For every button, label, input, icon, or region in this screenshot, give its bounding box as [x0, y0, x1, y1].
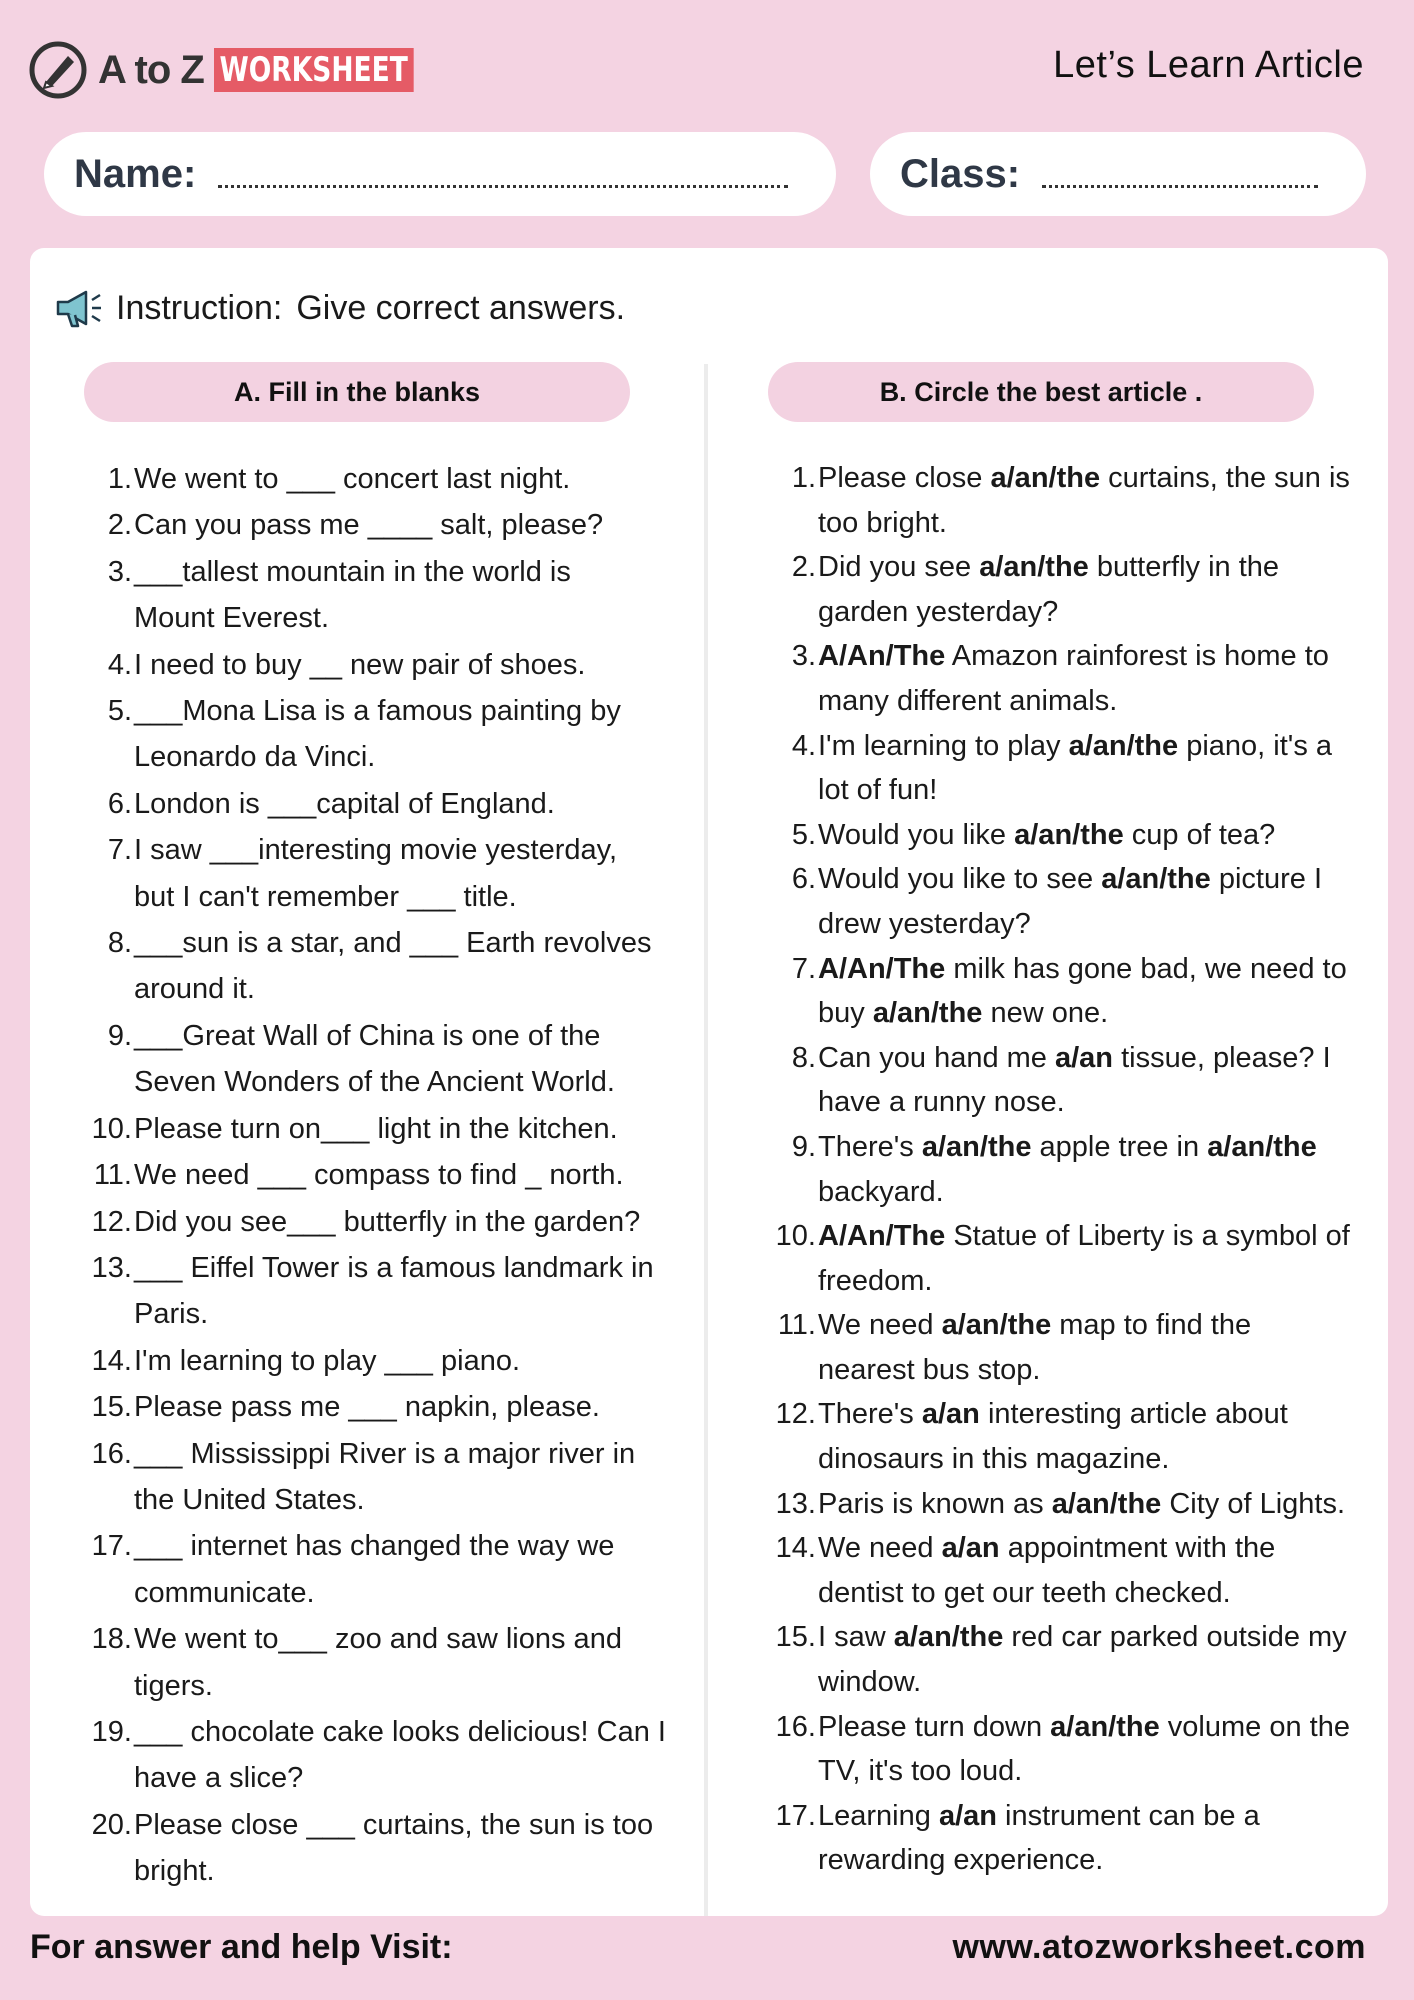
question-number: [56, 1570, 134, 1616]
question-text: ___ internet has changed the way we: [134, 1530, 615, 1563]
article-options[interactable]: a/an/the: [1014, 818, 1124, 851]
question-text: [818, 1526, 1380, 1571]
question-text-part: freedom.: [818, 1264, 933, 1297]
question-number: [740, 1749, 818, 1794]
question-text: We went to___ zoo and saw lions and: [134, 1623, 622, 1656]
question-text-part: dentist to get our teeth checked.: [818, 1576, 1231, 1609]
fill-blanks-list: [56, 456, 686, 1895]
question-line: [56, 1709, 686, 1755]
question-line: [56, 920, 686, 966]
question-text-part: curtains, the sun is: [1100, 462, 1350, 494]
question-number: [56, 1755, 134, 1801]
question-line: [56, 1570, 686, 1616]
question-line: [56, 595, 686, 641]
question-number: [740, 501, 818, 546]
article-options[interactable]: a/an/the: [1051, 1487, 1162, 1520]
question-text-part: There's: [818, 1398, 922, 1431]
section-a-heading: A. Fill in the blanks: [84, 362, 630, 422]
article-options[interactable]: a/an/the: [1068, 729, 1179, 762]
question-text: Mount Everest.: [134, 602, 330, 635]
question-text: I'm learning to play ___ piano.: [134, 1344, 521, 1377]
question-line: [56, 1106, 686, 1152]
question-line: [56, 1199, 686, 1245]
question-text-part: Learning: [818, 1799, 939, 1832]
question-line: [740, 813, 1380, 858]
question-number: [740, 1348, 818, 1393]
question-line: [740, 1526, 1380, 1571]
question-text: [818, 947, 1380, 992]
question-text: [818, 1437, 1380, 1482]
question-number: 18.: [91, 1623, 132, 1656]
question-line: [740, 456, 1380, 501]
question-text: [818, 724, 1380, 769]
question-number: 7.: [107, 834, 132, 867]
question-text: [818, 857, 1380, 902]
question-line: [56, 1523, 686, 1569]
question-text: ___Mona Lisa is a famous painting by: [134, 695, 621, 728]
question-number: [56, 1663, 134, 1709]
question-text: [818, 1705, 1380, 1750]
question-text: [818, 545, 1380, 590]
logo-text: A to Z: [98, 47, 204, 92]
question-text: ___ Eiffel Tower is a famous landmark in: [134, 1251, 654, 1284]
question-text: ___tallest mountain in the world is: [134, 555, 571, 588]
question-number: [740, 1170, 818, 1215]
question-text: Can you pass me ____ salt, please?: [134, 509, 604, 542]
question-number: [740, 991, 818, 1036]
question-text: [818, 902, 1380, 947]
question-line: [56, 1384, 686, 1430]
footer-website-link[interactable]: www.atozworksheet.com: [952, 1928, 1366, 1966]
class-dotted-line[interactable]: [1042, 161, 1318, 188]
question-text-part: new one.: [982, 997, 1109, 1030]
question-line: [740, 724, 1380, 769]
question-text-part: lot of fun!: [818, 774, 938, 807]
question-text: Please pass me ___ napkin, please.: [134, 1391, 600, 1424]
question-text-part: City of Lights.: [1161, 1487, 1346, 1520]
question-line: [740, 1749, 1380, 1794]
question-number: [740, 590, 818, 635]
name-field[interactable]: [44, 132, 836, 216]
article-options[interactable]: a/an/the: [1050, 1710, 1160, 1743]
question-number: 7.: [791, 952, 816, 985]
question-line: [56, 502, 686, 548]
question-line: [56, 1755, 686, 1801]
question-line: [740, 1170, 1380, 1215]
instruction-label: Instruction:: [116, 288, 283, 327]
question-number: [56, 874, 134, 920]
question-line: [740, 991, 1380, 1036]
question-line: [56, 456, 686, 502]
question-number: 15.: [775, 1621, 816, 1654]
question-line: [56, 688, 686, 734]
question-number: 3.: [791, 640, 816, 673]
question-text: I saw ___interesting movie yesterday,: [134, 834, 618, 867]
article-options[interactable]: a/an/the: [1101, 863, 1211, 896]
megaphone-icon: [54, 286, 104, 330]
question-text: London is ___capital of England.: [134, 787, 555, 820]
question-text-part: instrument can be a: [996, 1799, 1260, 1832]
question-text-part: We need: [818, 1532, 942, 1565]
question-line: [56, 1291, 686, 1337]
question-text-part: backyard.: [818, 1175, 944, 1208]
question-line: [740, 1125, 1380, 1170]
question-text-part: drew yesterday?: [818, 907, 1031, 940]
question-text-part: milk has gone bad, we need to: [945, 952, 1347, 985]
question-number: [740, 768, 818, 813]
question-text: ___Great Wall of China is one of the: [134, 1019, 601, 1052]
question-number: [56, 1848, 134, 1894]
article-options[interactable]: A/An/The: [818, 952, 946, 985]
column-divider: [704, 364, 708, 1916]
question-number: 5.: [791, 818, 816, 851]
question-text: I need to buy __ new pair of shoes.: [134, 648, 586, 681]
question-text: [818, 1125, 1380, 1170]
article-options[interactable]: a/an/the: [990, 462, 1101, 494]
question-text-part: nearest bus stop.: [818, 1353, 1041, 1386]
question-text: [818, 1615, 1380, 1660]
article-options[interactable]: A/An/The: [818, 1220, 946, 1253]
page-title: Let’s Learn Article: [1053, 44, 1364, 86]
question-text-part: Would you like to see: [818, 863, 1102, 896]
question-number: [740, 1571, 818, 1616]
question-text-part: Paris is known as: [818, 1487, 1052, 1520]
article-options[interactable]: a/an: [921, 1398, 980, 1431]
question-number: [740, 1080, 818, 1125]
question-text: [818, 1080, 1380, 1125]
question-text: have a slice?: [134, 1762, 304, 1795]
question-text: [818, 590, 1380, 635]
question-number: [56, 1059, 134, 1105]
question-line: [740, 1615, 1380, 1660]
question-text: We need ___ compass to find _ north.: [134, 1159, 624, 1192]
question-text: ___ chocolate cake looks delicious! Can I: [134, 1715, 666, 1748]
question-text-part: have a runny nose.: [818, 1086, 1065, 1119]
question-text: [818, 679, 1380, 724]
footer-help-text: For answer and help Visit:: [30, 1928, 453, 1966]
question-line: [740, 1571, 1380, 1616]
question-text: [818, 1660, 1380, 1705]
question-line: [740, 1437, 1380, 1482]
question-number: 2.: [791, 551, 816, 584]
question-line: [56, 549, 686, 595]
question-text: ___ Mississippi River is a major river in: [134, 1437, 636, 1470]
question-line: [740, 590, 1380, 635]
question-text: [818, 991, 1380, 1036]
question-text-part: We need: [818, 1309, 942, 1342]
circle-article-list: [740, 456, 1380, 1883]
question-number: 8.: [791, 1041, 816, 1074]
question-number: 12.: [91, 1205, 132, 1238]
instruction: [54, 286, 625, 330]
question-line: [740, 1838, 1380, 1883]
question-number: 17.: [775, 1799, 816, 1832]
question-number: 6.: [791, 863, 816, 896]
question-text: ___sun is a star, and ___ Earth revolves: [134, 927, 652, 960]
question-line: [56, 874, 686, 920]
question-number: 5.: [107, 695, 132, 728]
question-text: [818, 1392, 1380, 1437]
question-line: [56, 966, 686, 1012]
article-options[interactable]: a/an/the: [921, 1130, 1032, 1163]
question-text-part: window.: [818, 1666, 922, 1699]
question-text: [818, 1036, 1380, 1081]
worksheet-card: [30, 248, 1388, 1916]
question-text-part: Please turn down: [818, 1710, 1051, 1743]
question-line: [56, 1477, 686, 1523]
question-text: Paris.: [134, 1298, 209, 1331]
question-text-part: picture I: [1210, 863, 1322, 896]
question-number: 13.: [91, 1251, 132, 1284]
question-text-part: I'm learning to play: [818, 729, 1069, 762]
question-number: 2.: [107, 509, 132, 542]
question-line: [740, 1348, 1380, 1393]
question-text-part: piano, it's a: [1178, 729, 1333, 762]
article-options[interactable]: a/an: [1054, 1041, 1114, 1074]
question-line: [56, 1059, 686, 1105]
question-line: [740, 1036, 1380, 1081]
question-text: [818, 1571, 1380, 1616]
question-number: [740, 679, 818, 724]
question-text: the United States.: [134, 1483, 365, 1516]
question-text: around it.: [134, 973, 255, 1006]
question-number: [740, 1660, 818, 1705]
name-label: Name:: [74, 151, 197, 196]
question-text-part: garden yesterday?: [818, 595, 1059, 628]
question-number: 9.: [107, 1019, 132, 1052]
question-number: 4.: [791, 729, 816, 762]
question-number: [56, 966, 134, 1012]
article-options[interactable]: a/an/the: [1207, 1130, 1317, 1163]
question-number: 9.: [791, 1130, 816, 1163]
question-text-part: Can you hand me: [818, 1041, 1055, 1074]
question-text: [818, 1838, 1380, 1883]
question-number: [56, 1477, 134, 1523]
class-label: Class:: [900, 151, 1021, 196]
question-text-part: Did you see: [818, 551, 980, 584]
question-text: Please turn on___ light in the kitchen.: [134, 1112, 618, 1145]
question-number: [740, 1838, 818, 1883]
question-line: [740, 1794, 1380, 1839]
question-text: but I can't remember ___ title.: [134, 880, 517, 913]
question-text: communicate.: [134, 1576, 315, 1609]
question-text-part: Please close: [818, 462, 991, 494]
question-line: [740, 947, 1380, 992]
question-number: 14.: [775, 1532, 816, 1565]
article-options[interactable]: a/an: [938, 1799, 997, 1832]
question-line: [740, 545, 1380, 590]
question-line: [56, 1245, 686, 1291]
question-text: bright.: [134, 1855, 215, 1888]
question-text-part: There's: [818, 1130, 922, 1163]
question-text-part: cup of tea?: [1123, 818, 1276, 851]
question-number: 15.: [91, 1391, 132, 1424]
question-text: [818, 1482, 1380, 1527]
question-text-part: TV, it's too loud.: [818, 1755, 1023, 1788]
question-text: [818, 1794, 1380, 1839]
article-options[interactable]: a/an/the: [979, 551, 1089, 584]
question-line: [740, 902, 1380, 947]
question-line: [56, 734, 686, 780]
question-number: 11.: [93, 1159, 132, 1192]
question-text-part: Statue of Liberty is a symbol of: [945, 1220, 1350, 1253]
question-number: [56, 595, 134, 641]
question-text: [818, 634, 1380, 679]
question-text: [818, 1749, 1380, 1794]
question-text-part: rewarding experience.: [818, 1844, 1104, 1877]
question-text-part: Would you like: [818, 818, 1015, 851]
question-line: [740, 1080, 1380, 1125]
question-line: [740, 1660, 1380, 1705]
question-line: [740, 768, 1380, 813]
question-number: [56, 1291, 134, 1337]
question-text-part: butterfly in the: [1088, 551, 1280, 584]
article-options[interactable]: a/an/the: [941, 1309, 1052, 1342]
question-number: 16.: [91, 1437, 132, 1470]
question-line: [56, 1848, 686, 1894]
question-text: [818, 1348, 1380, 1393]
question-line: [740, 679, 1380, 724]
question-line: [56, 781, 686, 827]
question-number: 19.: [91, 1715, 132, 1748]
question-number: 10.: [775, 1220, 816, 1253]
question-number: 17.: [91, 1530, 132, 1563]
question-text: [818, 1303, 1380, 1348]
question-line: [740, 1705, 1380, 1750]
question-text: Leonardo da Vinci.: [134, 741, 376, 774]
question-number: 20.: [91, 1808, 132, 1841]
logo[interactable]: [28, 38, 469, 102]
question-number: [56, 734, 134, 780]
question-number: [740, 1437, 818, 1482]
section-b-heading: B. Circle the best article .: [768, 362, 1314, 422]
instruction-text: Give correct answers.: [296, 288, 626, 327]
question-line: [740, 857, 1380, 902]
question-line: [56, 1152, 686, 1198]
article-options[interactable]: A/An/The: [818, 640, 946, 673]
question-number: [740, 902, 818, 947]
question-number: 6.: [107, 787, 132, 820]
question-number: 10.: [91, 1112, 132, 1145]
question-text: We went to ___ concert last night.: [134, 463, 571, 495]
question-text-part: map to find the: [1051, 1309, 1252, 1342]
question-line: [56, 1338, 686, 1384]
question-text-part: volume on the: [1159, 1710, 1350, 1743]
question-text: tigers.: [134, 1669, 213, 1702]
question-text-part: buy: [818, 997, 873, 1030]
question-text-part: tissue, please? I: [1113, 1041, 1331, 1074]
question-text: [818, 1259, 1380, 1304]
question-line: [56, 1431, 686, 1477]
question-text-part: interesting article about: [979, 1398, 1288, 1431]
logo-badge: WORKSHEET: [214, 48, 413, 92]
question-text: [818, 768, 1380, 813]
question-line: [740, 1482, 1380, 1527]
question-text-part: dinosaurs in this magazine.: [818, 1443, 1170, 1476]
question-line: [56, 642, 686, 688]
question-text: [818, 1170, 1380, 1215]
question-line: [56, 1013, 686, 1059]
class-field[interactable]: [870, 132, 1366, 216]
article-options[interactable]: a/an: [941, 1532, 1000, 1565]
question-line: [740, 1259, 1380, 1304]
question-number: 1.: [791, 462, 816, 494]
header: [0, 0, 1414, 130]
question-line: [56, 1802, 686, 1848]
question-number: 8.: [107, 927, 132, 960]
question-text: [818, 1214, 1380, 1259]
question-text: [818, 813, 1380, 858]
question-line: [56, 1663, 686, 1709]
name-dotted-line[interactable]: [218, 161, 788, 188]
question-text-part: many different animals.: [818, 684, 1118, 717]
question-line: [740, 1214, 1380, 1259]
question-text: Seven Wonders of the Ancient World.: [134, 1066, 615, 1099]
question-text: Please close ___ curtains, the sun is too: [134, 1808, 654, 1841]
pencil-logo-icon: [28, 40, 88, 100]
question-line: [740, 1303, 1380, 1348]
question-text-part: red car parked outside my: [1003, 1621, 1347, 1654]
question-number: 16.: [775, 1710, 816, 1743]
question-text: Did you see___ butterfly in the garden?: [134, 1205, 641, 1238]
question-text: [818, 501, 1380, 546]
question-text-part: Amazon rainforest is home to: [945, 640, 1329, 673]
question-number: 3.: [107, 555, 132, 588]
question-line: [56, 827, 686, 873]
question-number: 12.: [775, 1398, 816, 1431]
question-number: 4.: [107, 648, 132, 681]
question-line: [740, 501, 1380, 546]
question-number: [740, 1259, 818, 1304]
question-number: 14.: [91, 1344, 132, 1377]
question-text: [818, 456, 1380, 501]
question-line: [740, 634, 1380, 679]
question-number: 1.: [107, 463, 132, 495]
question-text-part: apple tree in: [1031, 1130, 1208, 1163]
question-line: [56, 1616, 686, 1662]
question-number: 11.: [777, 1309, 816, 1342]
question-text-part: I saw: [818, 1621, 894, 1654]
question-text-part: too bright.: [818, 506, 947, 539]
question-text-part: appointment with the: [999, 1532, 1276, 1565]
question-number: 13.: [775, 1487, 816, 1520]
question-line: [740, 1392, 1380, 1437]
article-options[interactable]: a/an/the: [872, 997, 983, 1030]
article-options[interactable]: a/an/the: [893, 1621, 1004, 1654]
